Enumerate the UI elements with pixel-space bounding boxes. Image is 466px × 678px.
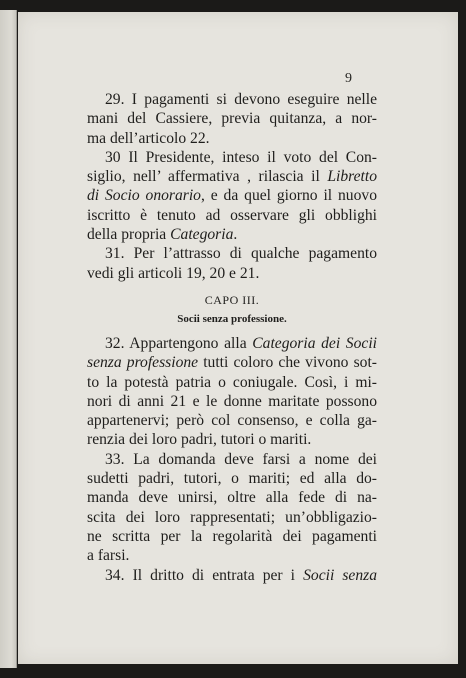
article-31 <box>87 244 377 283</box>
chapter-heading: CAPO III. <box>204 292 260 307</box>
text-line: vedi gli articoli 19, 20 e 21. <box>87 264 260 282</box>
text-line: sudetti padri, tutori, o mariti; ed alla do- <box>87 470 377 488</box>
text-line: iscritto è tenuto ad osservare gli obblighi <box>87 206 377 224</box>
italic-term: senza professione <box>87 354 199 372</box>
text-line: manda deve unirsi, oltre alla fede di na- <box>87 489 377 507</box>
text-line <box>87 186 377 205</box>
text-line: a farsi. <box>87 547 130 565</box>
italic-term: Categoria dei Socii <box>252 334 377 352</box>
text-line: ne scritta per la regolarità dei pagamenti <box>87 527 377 545</box>
text-line: to la potestà patria o coniugale. Così, i mi- <box>87 373 377 391</box>
article-30 <box>87 148 377 244</box>
text-line: 31. Per l’attrasso di qualche pagamento <box>105 245 377 263</box>
article-29 <box>87 90 377 148</box>
article-34 <box>87 566 377 585</box>
text-line <box>87 225 377 244</box>
text-line: appartenervi; però col consenso, e colla ga- <box>87 412 377 430</box>
text-line: renzia dei loro padri, tutori o mariti. <box>87 431 312 449</box>
italic-term: Libretto <box>327 168 377 186</box>
text-line: mani del Cassiere, previa quitanza, a nor- <box>87 110 377 128</box>
italic-term: di Socio onorario <box>87 187 201 205</box>
text-line <box>87 167 377 186</box>
italic-term: Socii senza <box>303 566 377 584</box>
text-line: scita dei loro rappresentati; un’obbligazio- <box>87 508 377 526</box>
text-line: 30 Il Presidente, inteso il voto del Con- <box>105 148 377 166</box>
text-line: 29. I pagamenti si devono eseguire nelle <box>105 91 377 108</box>
text-run: 34. Il dritto di entrata per i <box>105 566 304 584</box>
text-run: siglio, nell’ affermativa , rilascia il <box>87 168 328 186</box>
text-run: 32. Appartengono alla <box>105 334 253 352</box>
italic-term: Categoria <box>170 226 234 244</box>
facing-page-edge <box>0 10 17 668</box>
text-line: nori di anni 21 e le donne maritate possono <box>87 392 377 410</box>
text-line: 33. La domanda deve farsi a nome dei <box>105 450 377 468</box>
page-number: 9 <box>345 71 352 86</box>
text-line: ma dell’articolo 22. <box>87 129 210 147</box>
text-run: della propria <box>87 226 171 244</box>
text-line <box>87 353 377 372</box>
page-text <box>87 90 377 585</box>
section-heading: Socii senza professione. <box>177 312 287 325</box>
text-run: tutti coloro che vivono sot- <box>198 354 377 372</box>
text-run: . <box>233 226 238 244</box>
article-33 <box>87 450 377 566</box>
book-page <box>18 12 458 664</box>
text-line <box>87 566 377 585</box>
text-line <box>87 334 377 353</box>
text-run: , e da quel giorno il nuovo <box>200 187 377 205</box>
article-32 <box>87 334 377 450</box>
